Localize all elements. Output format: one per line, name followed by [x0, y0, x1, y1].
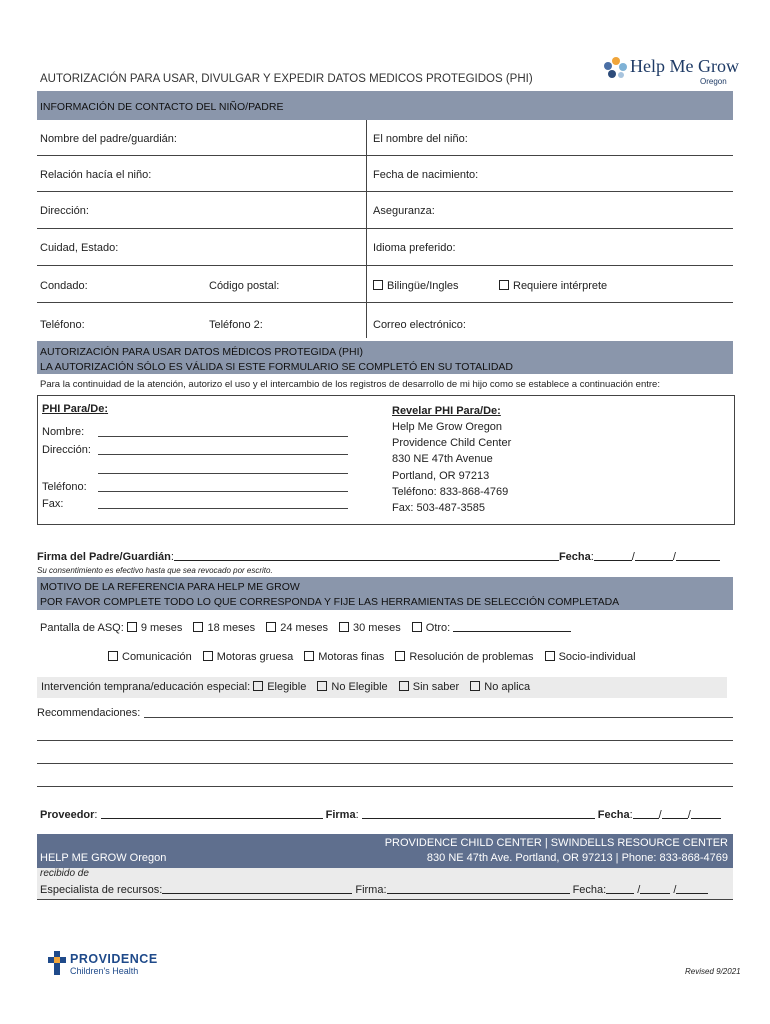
city-state-label: Cuidad, Estado:: [40, 242, 119, 254]
reveal-line-5: Teléfono: 833-868-4769: [392, 486, 509, 498]
recommendations-field-3[interactable]: [37, 763, 733, 764]
early-eligible[interactable]: Elegible: [253, 681, 306, 693]
checkbox-icon[interactable]: [373, 280, 383, 290]
checkbox-icon[interactable]: [395, 651, 405, 661]
received-by-row: recibido de Especialista de recursos: Firma: Fecha: / /: [37, 868, 733, 900]
date-label: Fecha: [558, 551, 591, 563]
asq-option-18[interactable]: 18 meses: [193, 622, 255, 634]
provider-date-year[interactable]: [691, 808, 721, 819]
date-day-field[interactable]: [635, 550, 673, 561]
phi-phone-field[interactable]: [98, 491, 348, 492]
area-fine-motor[interactable]: Motoras finas: [304, 651, 384, 663]
asq-other-field[interactable]: [453, 621, 571, 632]
specialist-date-month[interactable]: [606, 883, 634, 894]
relation-label: Relación hacía el niño:: [40, 169, 152, 181]
specialist-signature-label: Firma:: [355, 884, 387, 896]
recommendations-field-4[interactable]: [37, 786, 733, 787]
interpreter-option[interactable]: Requiere intérprete: [499, 280, 607, 292]
area-personal-social[interactable]: Socio-individual: [545, 651, 636, 663]
language-label: Idioma preferido:: [373, 242, 456, 254]
early-unknown[interactable]: Sin saber: [399, 681, 459, 693]
phi-fax-label: Fax:: [42, 498, 64, 510]
asq-row: [40, 621, 571, 634]
row-divider: [37, 155, 733, 156]
bilingual-option[interactable]: Bilingüe/Ingles: [373, 280, 459, 292]
asq-option-other[interactable]: Otro:: [412, 622, 572, 634]
checkbox-icon[interactable]: [339, 622, 349, 632]
early-intervention-row: [37, 677, 727, 698]
asq-option-24[interactable]: 24 meses: [266, 622, 328, 634]
provider-signature-label: Firma: [325, 809, 356, 821]
asq-option-9[interactable]: 9 meses: [127, 622, 183, 634]
provider-field[interactable]: [101, 808, 323, 819]
specialist-label: Especialista de recursos:: [40, 884, 163, 896]
column-divider: [366, 120, 367, 338]
child-name-label: El nombre del niño:: [373, 133, 468, 145]
recommendations-field[interactable]: [144, 717, 733, 718]
row-divider: [37, 899, 733, 900]
asq-option-30[interactable]: 30 meses: [339, 622, 401, 634]
early-not-applicable[interactable]: No aplica: [470, 681, 530, 693]
area-gross-motor[interactable]: Motoras gruesa: [203, 651, 293, 663]
dob-label: Fecha de nacimiento:: [373, 169, 479, 181]
asq-label: Pantalla de ASQ:: [40, 622, 124, 634]
section-authorization-header: AUTORIZACIÓN PARA USAR DATOS MÉDICOS PROTEGIDA (PHI) LA AUTORIZACIÓN SÓLO ES VÁLIDA SI ESTE FORMULARIO SE COMPLETÓ EN SU TOTALIDAD: [37, 341, 733, 374]
provider-signature-field[interactable]: [362, 808, 595, 819]
row-divider: [37, 191, 733, 192]
row-divider: [37, 265, 733, 266]
parent-name-label: Nombre del padre/guardián:: [40, 133, 177, 145]
recommendations-label: Recommendaciones:: [37, 707, 141, 719]
area-communication[interactable]: Comunicación: [108, 651, 192, 663]
section-contact-header: INFORMACIÓN DE CONTACTO DEL NIÑO/PADRE: [37, 91, 733, 120]
revised-date: Revised 9/2021: [685, 967, 741, 976]
date-year-field[interactable]: [676, 550, 720, 561]
checkbox-icon[interactable]: [108, 651, 118, 661]
providence-logo: PROVIDENCE Children's Health: [48, 951, 168, 981]
footer-org-bar: HELP ME GROW Oregon PROVIDENCE CHILD CENTER | SWINDELLS RESOURCE CENTER 830 NE 47th Ave. Portland, OR 97213 | Phone: 833-868-4769: [37, 834, 733, 868]
checkbox-icon[interactable]: [412, 622, 422, 632]
phi-box: [37, 395, 735, 525]
row-divider: [37, 228, 733, 229]
checkbox-icon[interactable]: [499, 280, 509, 290]
phi-address-field[interactable]: [98, 454, 348, 455]
area-problem-solving[interactable]: Resolución de problemas: [395, 651, 533, 663]
provider-date-label: Fecha: [597, 809, 630, 821]
specialist-date-label: Fecha:: [572, 884, 607, 896]
authorization-intro: Para la continuidad de la atención, autorizo el uso y el intercambio de los registros de desarrollo de mi hijo como se establece a continuación entre:: [40, 379, 660, 390]
reveal-line-3: 830 NE 47th Avenue: [392, 453, 493, 465]
consent-note: Su consentimiento es efectivo hasta que sea revocado por escrito.: [37, 566, 273, 575]
guardian-signature-row: Firma del Padre/Guardián: Fecha: / /: [37, 550, 720, 563]
reveal-line-6: Fax: 503-487-3585: [392, 502, 485, 514]
reveal-to-heading: Revelar PHI Para/De:: [392, 405, 501, 417]
phi-name-label: Nombre:: [42, 426, 85, 438]
guardian-signature-field[interactable]: [174, 550, 559, 561]
specialist-date-year[interactable]: [676, 883, 708, 894]
areas-row: [108, 651, 636, 663]
zip-label: Código postal:: [209, 280, 280, 292]
phi-name-field[interactable]: [98, 436, 348, 437]
reveal-line-1: Help Me Grow Oregon: [392, 421, 503, 433]
row-divider: [37, 302, 733, 303]
phi-address-field-2[interactable]: [98, 473, 348, 474]
cross-icon: [48, 951, 66, 975]
reveal-line-2: Providence Child Center: [392, 437, 512, 449]
checkbox-icon[interactable]: [253, 681, 263, 691]
provider-label: Proveedor: [40, 809, 95, 821]
specialist-date-day[interactable]: [640, 883, 670, 894]
provider-date-day[interactable]: [662, 808, 688, 819]
email-label: Correo electrónico:: [373, 319, 466, 331]
specialist-field[interactable]: [162, 883, 352, 894]
guardian-signature-label: Firma del Padre/Guardián: [37, 551, 171, 563]
checkbox-icon[interactable]: [317, 681, 327, 691]
provider-date-month[interactable]: [633, 808, 659, 819]
address-label: Dirección:: [40, 205, 89, 217]
early-intervention-label: Intervención temprana/educación especial:: [41, 681, 251, 693]
provider-row: Proveedor: Firma: Fecha: / /: [40, 808, 721, 821]
checkbox-icon[interactable]: [203, 651, 213, 661]
checkbox-icon[interactable]: [470, 681, 480, 691]
phone2-label: Teléfono 2:: [209, 319, 263, 331]
recommendations-field-2[interactable]: [37, 740, 733, 741]
reveal-line-4: Portland, OR 97213: [392, 470, 490, 482]
insurance-label: Aseguranza:: [373, 205, 435, 217]
flower-icon: [603, 56, 629, 80]
phi-address-label: Dirección:: [42, 444, 91, 456]
checkbox-icon[interactable]: [193, 622, 203, 632]
county-label: Condado:: [40, 280, 88, 292]
phi-phone-label: Teléfono:: [42, 481, 87, 493]
checkbox-icon[interactable]: [266, 622, 276, 632]
help-me-grow-logo: Help Me Grow Oregon: [603, 56, 733, 88]
section-referral-header: MOTIVO DE LA REFERENCIA PARA HELP ME GROW POR FAVOR COMPLETE TODO LO QUE CORRESPONDA Y FIJE LAS HERRAMIENTAS DE SELECCIÓN COMPLETADA: [37, 577, 733, 610]
checkbox-icon[interactable]: [304, 651, 314, 661]
date-month-field[interactable]: [594, 550, 632, 561]
checkbox-icon[interactable]: [127, 622, 137, 632]
phone-label: Teléfono:: [40, 319, 85, 331]
checkbox-icon[interactable]: [545, 651, 555, 661]
form-title: AUTORIZACIÓN PARA USAR, DIVULGAR Y EXPEDIR DATOS MEDICOS PROTEGIDOS (PHI): [40, 73, 533, 85]
specialist-signature-field[interactable]: [387, 883, 570, 894]
phi-to-heading: PHI Para/De:: [42, 403, 109, 415]
phi-fax-field[interactable]: [98, 508, 348, 509]
checkbox-icon[interactable]: [399, 681, 409, 691]
early-not-eligible[interactable]: No Elegible: [317, 681, 387, 693]
